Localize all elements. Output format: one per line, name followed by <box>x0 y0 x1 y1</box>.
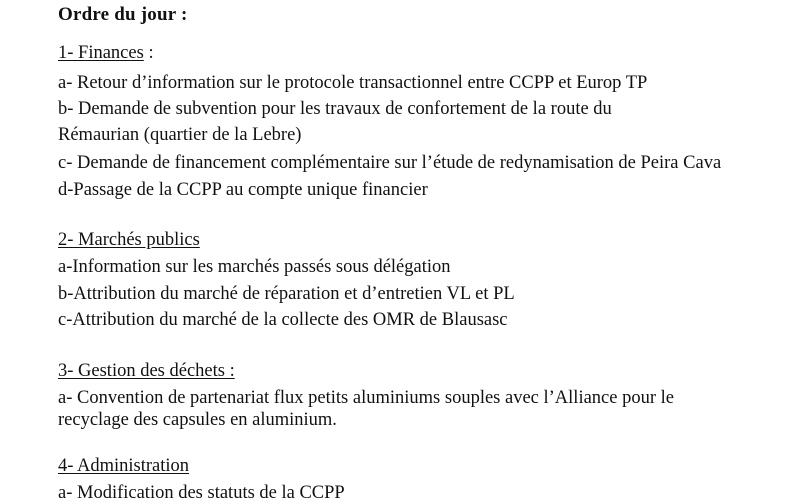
agenda-title: Ordre du jour : <box>58 4 188 25</box>
agenda-item: b-Attribution du marché de réparation et d’entretien VL et PL <box>58 284 515 304</box>
agenda-item: a- Convention de partenariat flux petits aluminiums souples avec l’Alliance pour le <box>58 388 674 408</box>
section-heading-administration <box>58 456 189 477</box>
section-heading-label: 4- Administration <box>58 456 190 476</box>
section-heading-label: 3- Gestion des déchets : <box>58 361 235 381</box>
agenda-item: Rémaurian (quartier de la Lebre) <box>58 125 302 145</box>
agenda-item: a- Modification des statuts de la CCPP <box>58 483 345 503</box>
agenda-item: a-Information sur les marchés passés sous délégation <box>58 257 451 277</box>
section-heading-finances <box>58 43 154 64</box>
agenda-item: c-Attribution du marché de la collecte des OMR de Blausasc <box>58 310 508 330</box>
section-heading-marches-publics <box>58 230 200 251</box>
section-heading-label: 2- Marchés publics <box>58 230 200 250</box>
section-heading-gestion-dechets <box>58 361 235 382</box>
section-heading-label: 1- Finances <box>58 43 144 63</box>
section-heading-suffix: : <box>143 43 154 63</box>
agenda-item: c- Demande de financement complémentaire sur l’étude de redynamisation de Peira Cava <box>58 153 722 173</box>
agenda-item: b- Demande de subvention pour les travaux de confortement de la route du <box>58 99 612 119</box>
agenda-item: a- Retour d’information sur le protocole transactionnel entre CCPP et Europ TP <box>58 73 648 93</box>
agenda-item: d-Passage de la CCPP au compte unique financier <box>58 180 428 200</box>
agenda-item: recyclage des capsules en aluminium. <box>58 410 337 430</box>
